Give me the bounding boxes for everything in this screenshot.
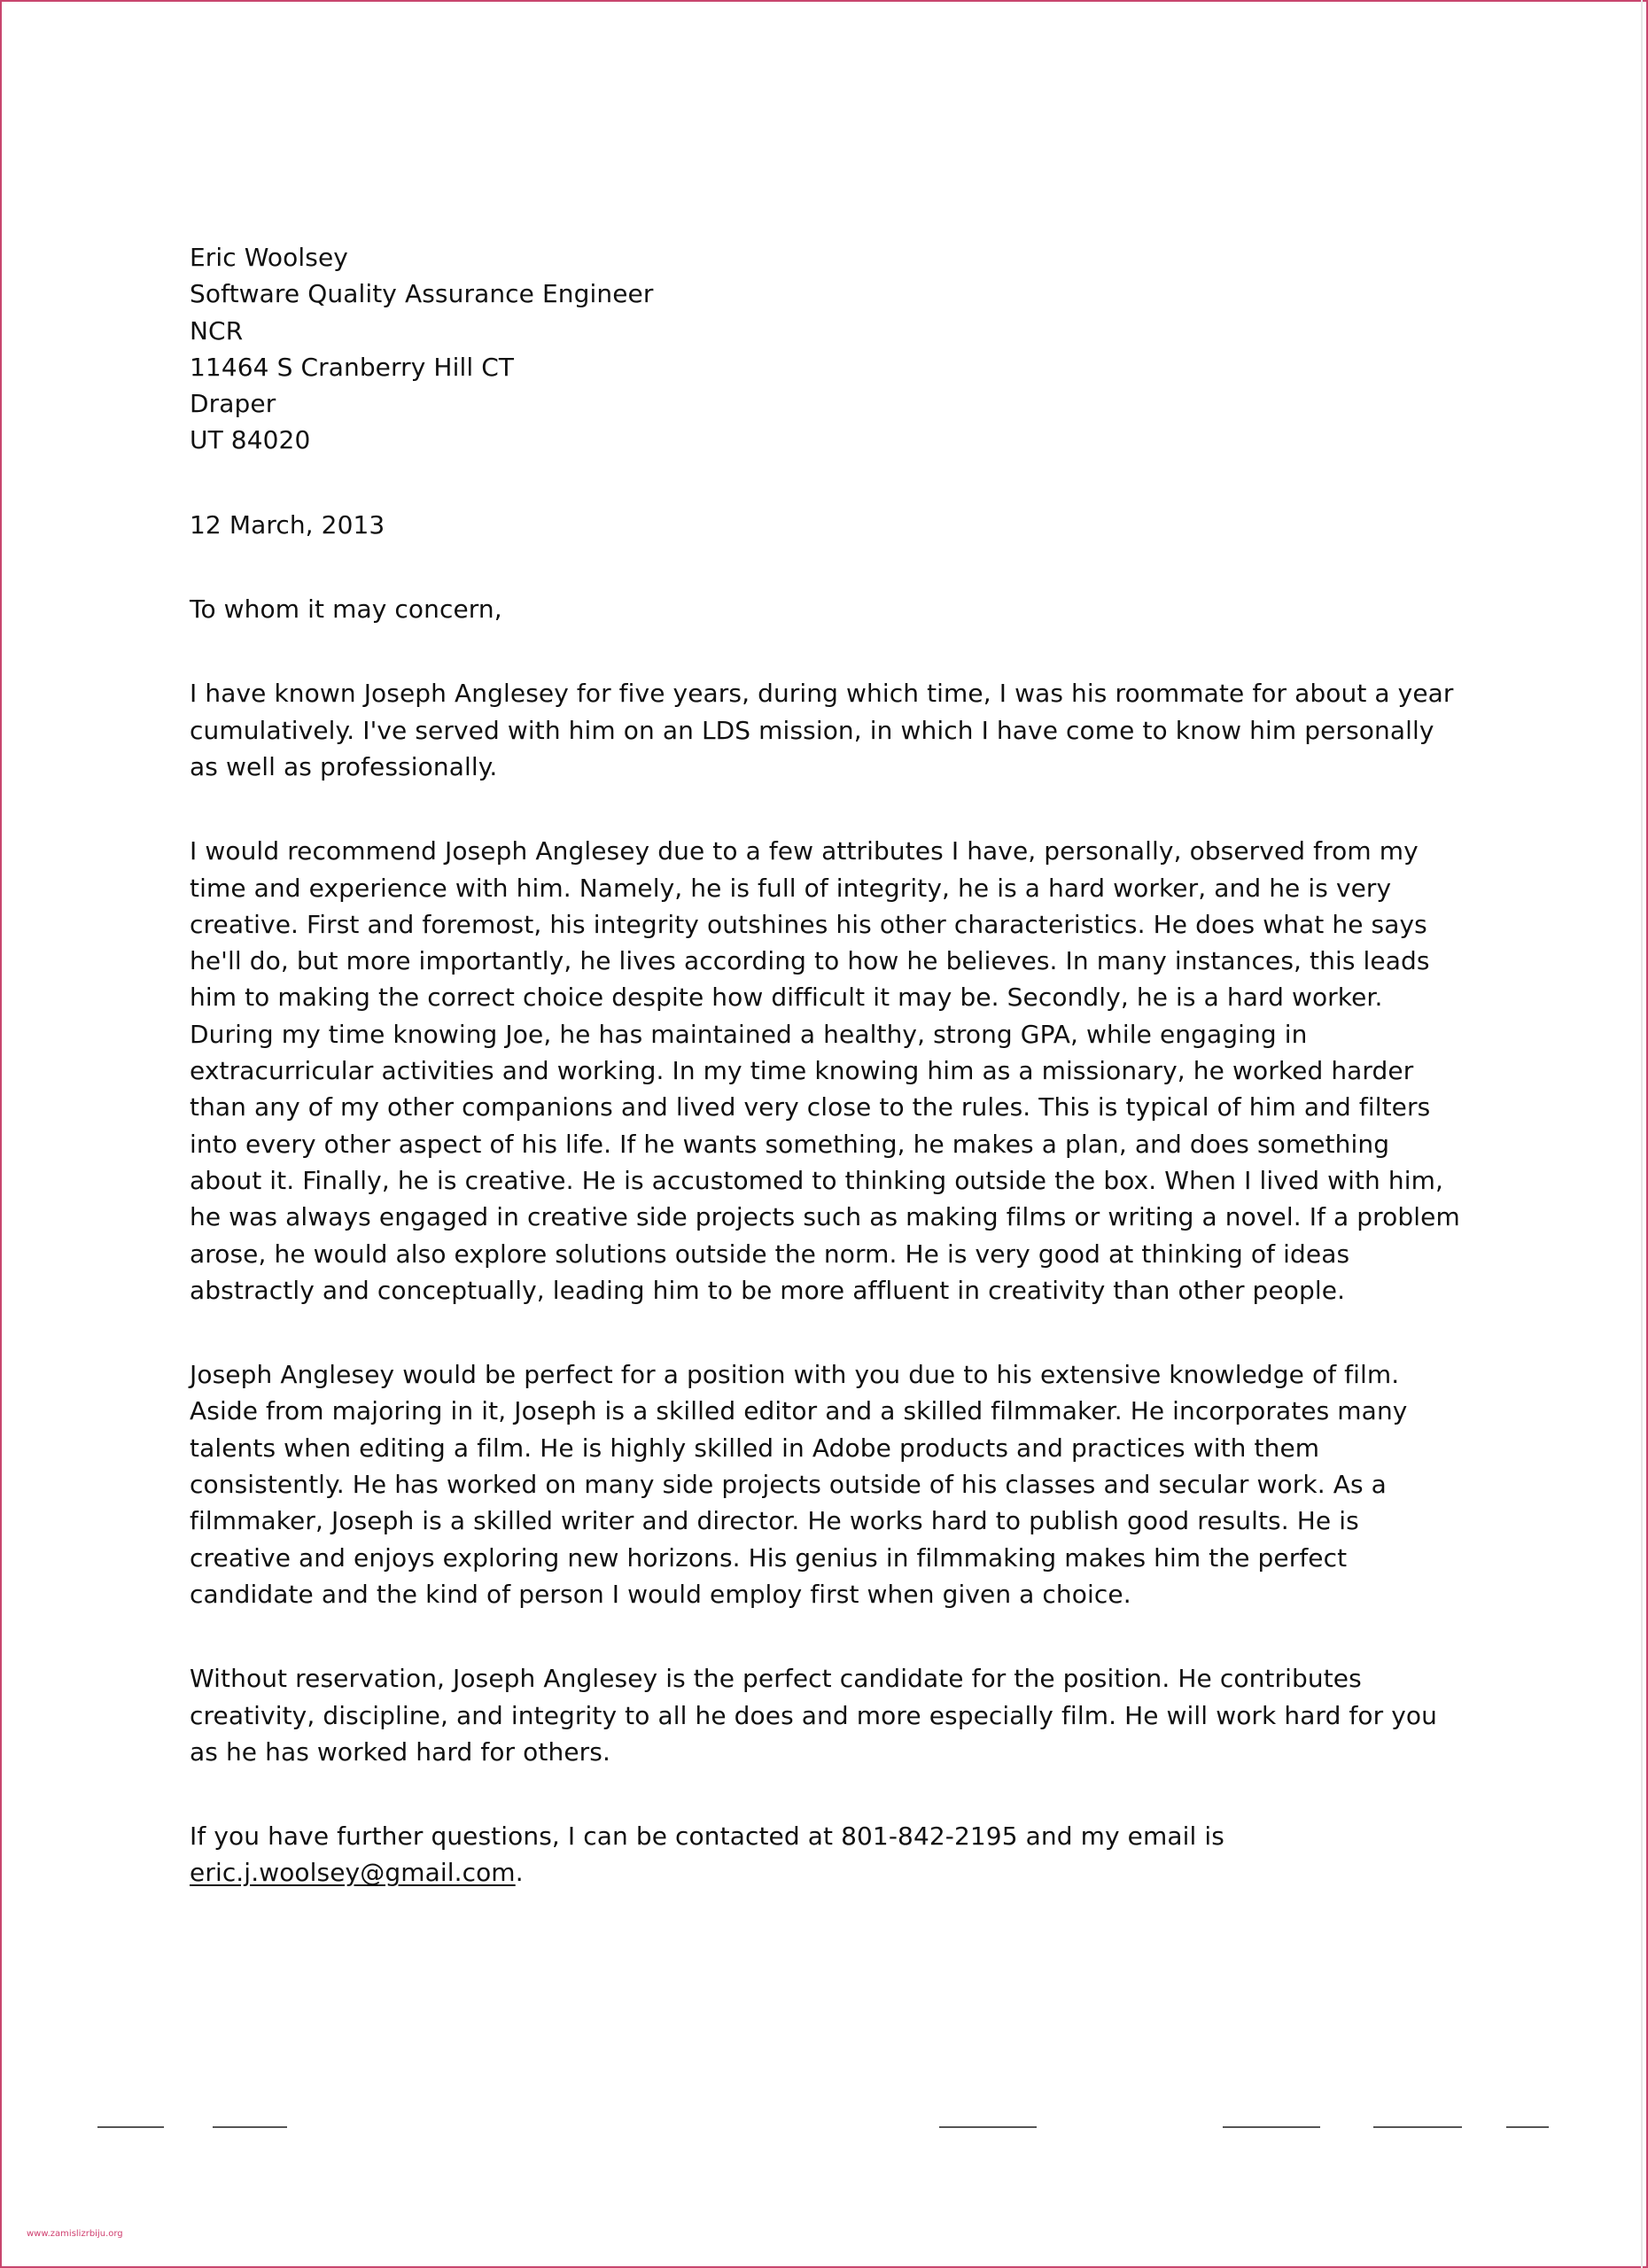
paragraph-line: creativity, discipline, and integrity to all he does and more especially film. He will work hard for you: [190, 1700, 1437, 1730]
paragraph-4: [190, 1660, 1465, 1770]
sender-title: Software Quality Assurance Engineer: [190, 279, 654, 309]
paragraph-line: he'll do, but more importantly, he lives according to how he believes. In many instances, this leads: [190, 946, 1430, 976]
paragraph-line: creative. First and foremost, his integrity outshines his other characteristics. He does what he says: [190, 909, 1427, 939]
scan-artifact-lines: [0, 2117, 1648, 2135]
watermark: www.zamislizrbiju.org: [27, 2229, 123, 2239]
paragraph-line: Aside from majoring in it, Joseph is a skilled editor and a skilled filmmaker. He incorporates many: [190, 1396, 1408, 1426]
closing-paragraph: [190, 1818, 1465, 1891]
paragraph-line: as well as professionally.: [190, 751, 498, 781]
salutation: To whom it may concern,: [190, 594, 502, 625]
paragraph-line: abstractly and conceptually, leading him to be more affluent in creativity than other people.: [190, 1275, 1346, 1305]
paragraph-line: as he has worked hard for others.: [190, 1736, 610, 1767]
paragraph-line: into every other aspect of his life. If he wants something, he makes a plan, and does something: [190, 1129, 1390, 1159]
paragraph-line: extracurricular activities and working. In my time knowing him as a missionary, he worked harder: [190, 1056, 1414, 1086]
paragraph-line: than any of my other companions and lived very close to the rules. This is typical of him and filters: [190, 1092, 1431, 1122]
paragraph-line: candidate and the kind of person I would employ first when given a choice.: [190, 1579, 1131, 1609]
sender-block: [190, 239, 1465, 459]
paragraph-line: Joseph Anglesey would be perfect for a position with you due to his extensive knowledge of film.: [190, 1360, 1400, 1390]
paragraph-1: [190, 675, 1465, 785]
sender-state-zip: UT 84020: [190, 425, 311, 455]
paragraph-line: Without reservation, Joseph Anglesey is the perfect candidate for the position. He contributes: [190, 1664, 1362, 1694]
contact-line: If you have further questions, I can be contacted at 801-842-2195 and my email is: [190, 1821, 1224, 1852]
sender-street: 11464 S Cranberry Hill CT: [190, 352, 515, 382]
sender-company: NCR: [190, 315, 244, 346]
letter-date: 12 March, 2013: [190, 509, 385, 540]
paragraph-line: cumulatively. I've served with him on an LDS mission, in which I have come to know him personally: [190, 715, 1434, 745]
paragraph-line: creative and enjoys exploring new horizons. His genius in filmmaking makes him the perfect: [190, 1542, 1348, 1573]
scan-edge: [1641, 0, 1643, 2268]
paragraph-line: him to making the correct choice despite how difficult it may be. Secondly, he is a hard worker.: [190, 983, 1383, 1013]
paragraph-2: [190, 833, 1465, 1309]
paragraph-line: consistently. He has worked on many side projects outside of his classes and secular work. As a: [190, 1470, 1387, 1500]
sender-city: Draper: [190, 389, 276, 419]
paragraph-line: he was always engaged in creative side projects such as making films or writing a novel. If a problem: [190, 1202, 1460, 1232]
email-suffix: .: [515, 1858, 524, 1888]
paragraph-line: arose, he would also explore solutions outside the norm. He is very good at thinking of ideas: [190, 1239, 1350, 1269]
email-line: [190, 1854, 1465, 1891]
paragraph-3: [190, 1356, 1465, 1612]
letter-body: [190, 239, 1465, 1891]
email-link[interactable]: eric.j.woolsey@gmail.com: [190, 1858, 516, 1888]
paragraph-line: During my time knowing Joe, he has maintained a healthy, strong GPA, while engaging in: [190, 1019, 1308, 1049]
paragraph-line: I have known Joseph Anglesey for five years, during which time, I was his roommate for about a year: [190, 679, 1454, 709]
paragraph-line: about it. Finally, he is creative. He is accustomed to thinking outside the box. When I lived with him,: [190, 1165, 1443, 1195]
sender-name: Eric Woolsey: [190, 243, 348, 272]
paragraph-line: I would recommend Joseph Anglesey due to a few attributes I have, personally, observed from my: [190, 836, 1419, 866]
paragraph-line: talents when editing a film. He is highly skilled in Adobe products and practices with them: [190, 1433, 1320, 1463]
paragraph-line: time and experience with him. Namely, he is full of integrity, he is a hard worker, and he is very: [190, 873, 1392, 903]
paragraph-line: filmmaker, Joseph is a skilled writer and director. He works hard to publish good results. He is: [190, 1506, 1359, 1536]
